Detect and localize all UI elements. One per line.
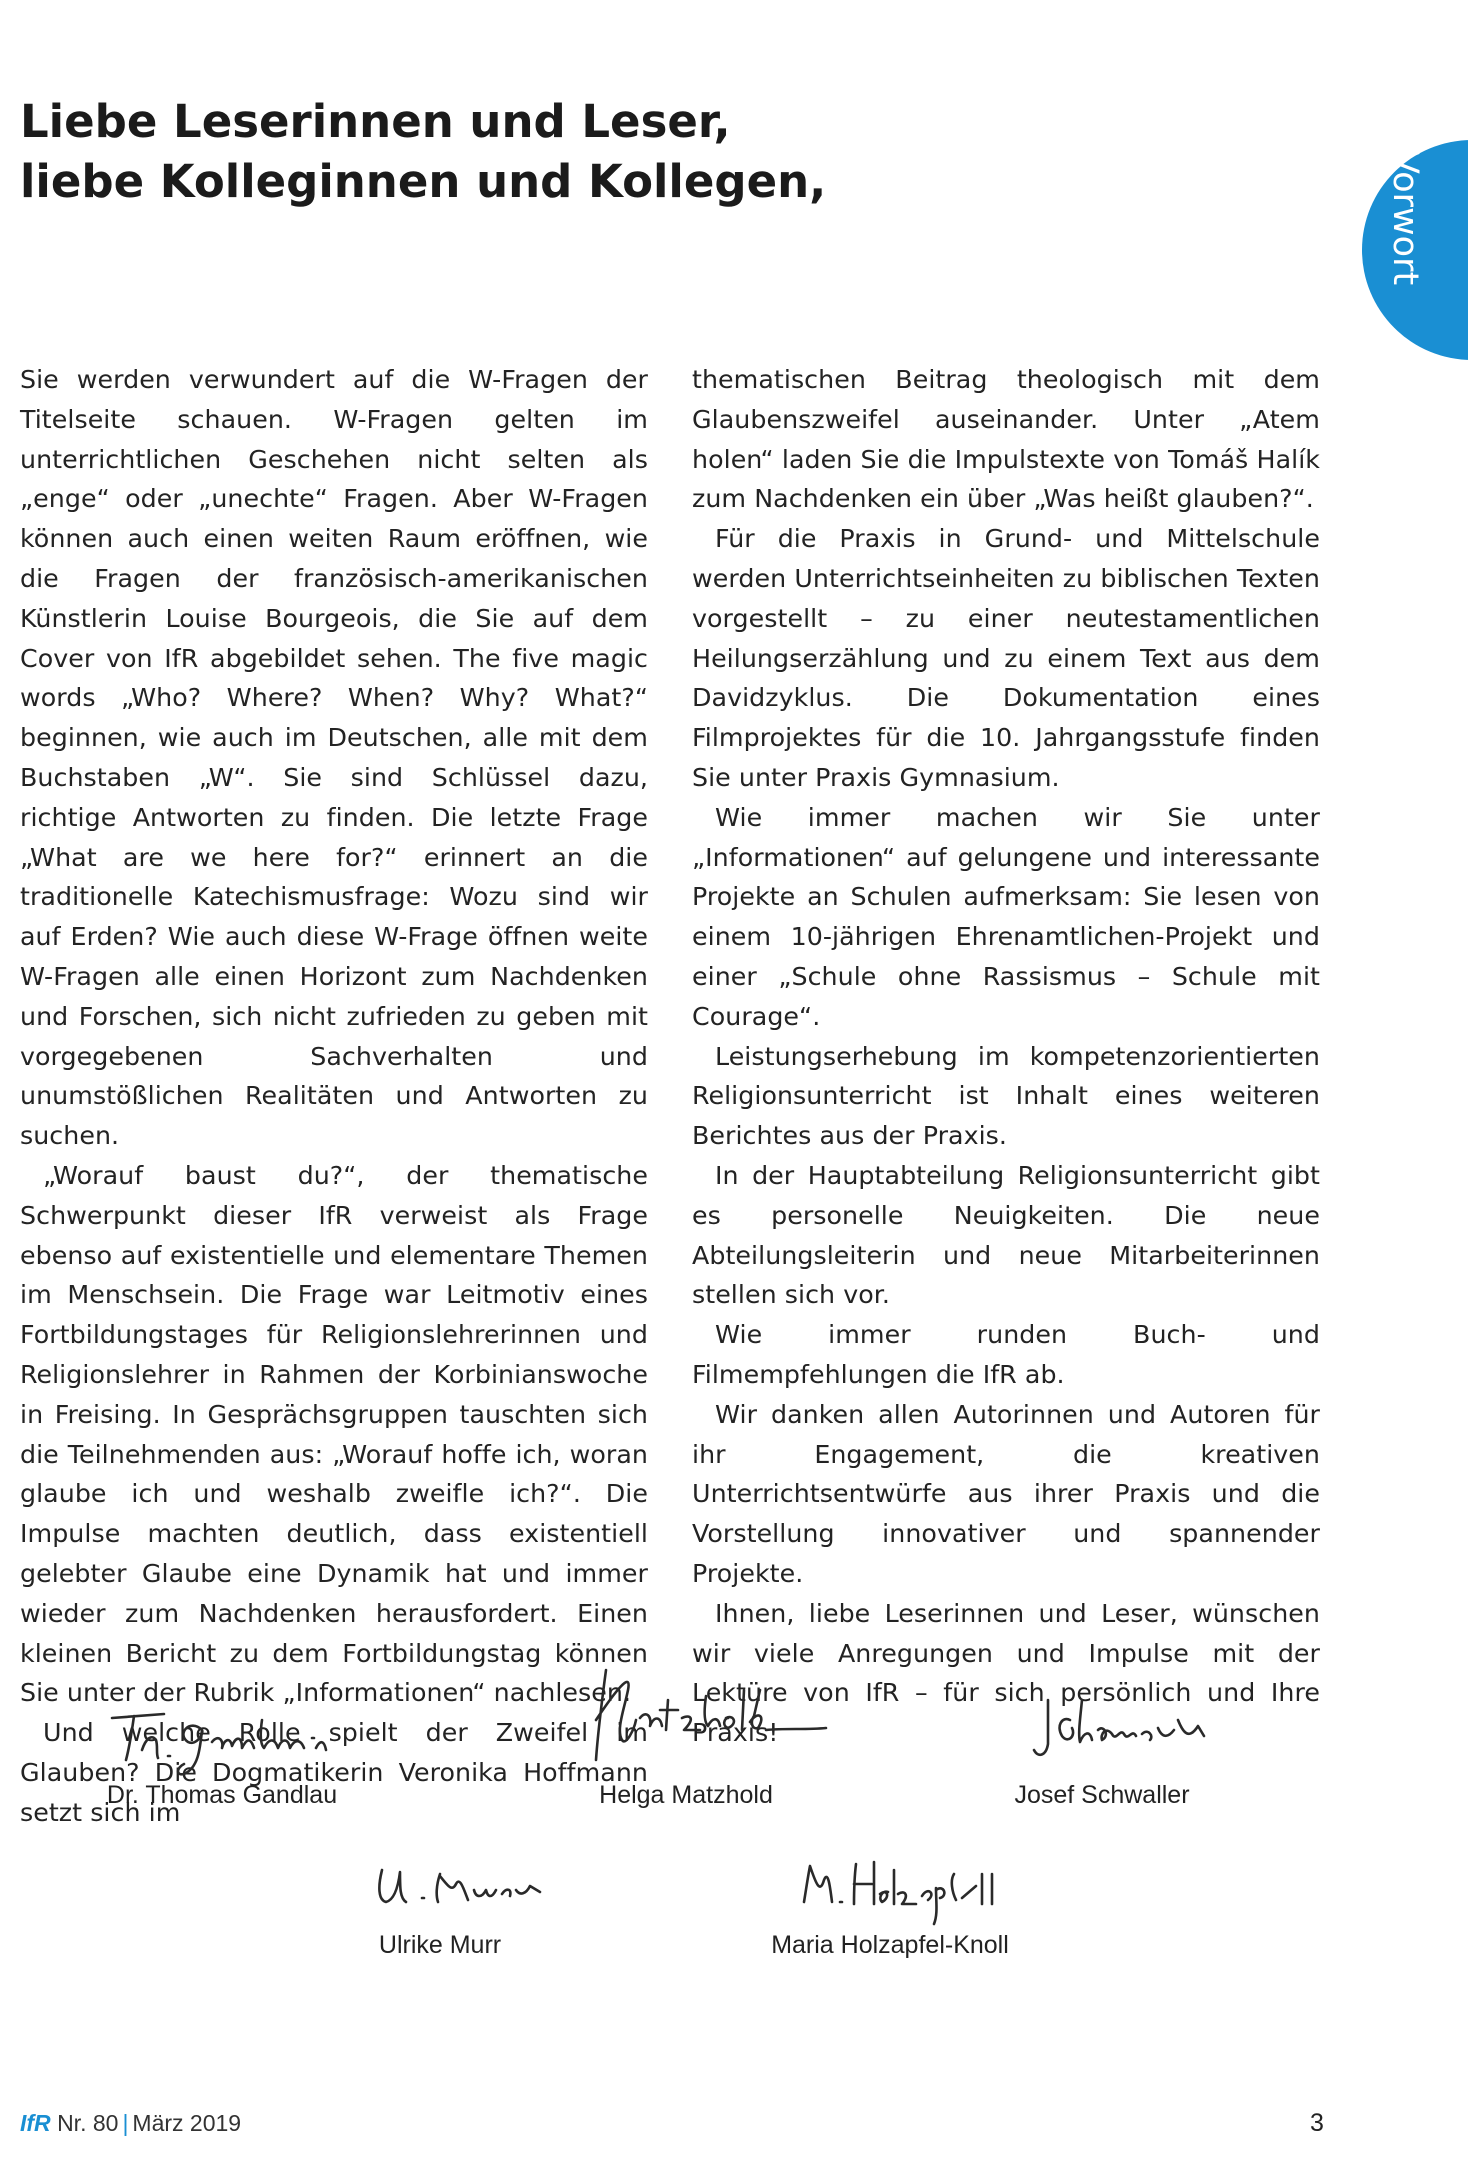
signature-name: Josef Schwaller bbox=[1014, 1781, 1190, 1809]
handwritten-signature-icon bbox=[740, 1840, 1040, 1930]
paragraph: Sie werden verwundert auf die W-Fragen der Titelseite schauen. W-Fragen gelten im unterrichtlichen Geschehen nicht selten als „enge“ oder „unechte“ Fragen. Aber W-Fragen können auch einen weiten Raum eröffnen, wie die Fragen der französisch-amerikanischen Künstlerin Louise Bourgeois, die Sie auf dem Cover von IfR abgebildet sehen. The five magic words „Who? Where? When? Why? What?“ beginnen, wie auch im Deutschen, alle mit dem Buchstaben „W“. Sie sind Schlüssel dazu, richtige Antworten zu finden. Die letzte Frage „What are we here for?“ erinnert an die traditionelle Katechismusfrage: Wozu sind wir auf Erden? Wie auch diese W-Frage öffnen weite W-Fragen alle einen Horizont zum Nachdenken und Forschen, sich nicht zufrieden zu geben mit vorgegebenen Sachverhalten und unumstößlichen Realitäten und Antworten zu suchen. bbox=[20, 365, 648, 1151]
paragraph: Wie immer machen wir Sie unter „Informationen“ auf gelungene und interessante Projekte an Schulen aufmerksam: Sie lesen von einem 10-jährigen Ehrenamtlichen-Projekt und einer „Schule ohne Rassismus – Schule mit Courage“. bbox=[692, 802, 1320, 1031]
text-column-left bbox=[20, 360, 648, 1832]
handwritten-signature-icon bbox=[536, 1660, 836, 1780]
footer-separator: | bbox=[122, 2110, 129, 2136]
signature-name: Maria Holzapfel-Knoll bbox=[771, 1931, 1009, 1959]
page-title bbox=[20, 92, 1220, 212]
handwritten-signature-icon bbox=[952, 1680, 1252, 1780]
title-line-1: Liebe Leserinnen und Leser, bbox=[20, 95, 731, 148]
signature-name: Dr. Thomas Gandlau bbox=[106, 1781, 338, 1809]
footer-date: März 2019 bbox=[132, 2110, 242, 2136]
paragraph: „Worauf baust du?“, der thematische Schwerpunkt dieser IfR verweist als Frage ebenso auf existentielle und elementare Themen im Menschsein. Die Frage war Leitmotiv eines Fortbildungstages für Religionslehrerinnen und Religionslehrer in Rahmen der Korbinianswoche in Freising. In Gesprächsgruppen tauschten sich die Teilnehmenden aus: „Worauf hoffe ich, woran glaube ich und weshalb zweifle ich?“. Die Impulse machten deutlich, dass existentiell gelebter Glaube eine Dynamik hat und immer wieder zum Nachdenken herausfordert. Einen kleinen Bericht zu dem Fortbildungstag können Sie unter der Rubrik „Informationen“ nachlesen. bbox=[20, 1160, 648, 1708]
text-column-right bbox=[692, 360, 1320, 1753]
footer-issue: Nr. 80 bbox=[57, 2110, 119, 2136]
paragraph: Wir danken allen Autorinnen und Autoren für ihr Engagement, die kreativen Unterrichtsentwürfe aus ihrer Praxis und die Vorstellung innovativer und spannender Projekte. bbox=[692, 1399, 1320, 1588]
page-number: 3 bbox=[1310, 2109, 1324, 2137]
handwritten-signature-icon bbox=[72, 1690, 372, 1780]
paragraph: Und welche Rolle spielt der Zweifel im Glauben? Die Dogmatikerin Veronika Hoffmann setzt sich im bbox=[20, 1718, 648, 1827]
section-tab-label: Vorwort bbox=[1385, 150, 1425, 286]
paragraph: Für die Praxis in Grund- und Mittelschule werden Unterrichtseinheiten zu biblischen Texten vorgestellt – zu einer neutestamentlichen Heilungserzählung und zu einem Text aus dem Davidzyklus. Die Dokumentation eines Filmprojektes für die 10. Jahrgangsstufe finden Sie unter Praxis Gymnasium. bbox=[692, 524, 1320, 792]
paragraph: Leistungserhebung im kompetenzorientierten Religionsunterricht ist Inhalt eines weiteren Berichtes aus der Praxis. bbox=[692, 1041, 1320, 1151]
paragraph: thematischen Beitrag theologisch mit dem Glaubenszweifel auseinander. Unter „Atem holen“ laden Sie die Impulstexte von Tomáš Halík zum Nachdenken ein über „Was heißt glauben?“. bbox=[692, 365, 1320, 514]
footer-issue-info bbox=[20, 2108, 241, 2138]
signature-schwaller bbox=[902, 1680, 1302, 1810]
signature-name: Ulrike Murr bbox=[378, 1931, 502, 1959]
footer-brand: IfR bbox=[20, 2110, 51, 2136]
signature-holzapfel-knoll bbox=[690, 1840, 1090, 1960]
signature-matzhold bbox=[486, 1660, 886, 1810]
paragraph: Ihnen, liebe Leserinnen und Leser, wünschen wir viele Anregungen und Impulse mit der Lektüre von IfR – für sich persönlich und Ihre Praxis! bbox=[692, 1598, 1320, 1748]
paragraph: In der Hauptabteilung Religionsunterricht gibt es personelle Neuigkeiten. Die neue Abteilungsleiterin und neue Mitarbeiterinnen stellen sich vor. bbox=[692, 1160, 1320, 1310]
title-line-2: liebe Kolleginnen und Kollegen, bbox=[20, 155, 827, 208]
handwritten-signature-icon bbox=[290, 1840, 590, 1930]
paragraph: Wie immer runden Buch- und Filmempfehlungen die IfR ab. bbox=[692, 1320, 1320, 1389]
signature-murr bbox=[240, 1840, 640, 1960]
signature-gandlau bbox=[22, 1690, 422, 1810]
signature-name: Helga Matzhold bbox=[599, 1781, 773, 1809]
